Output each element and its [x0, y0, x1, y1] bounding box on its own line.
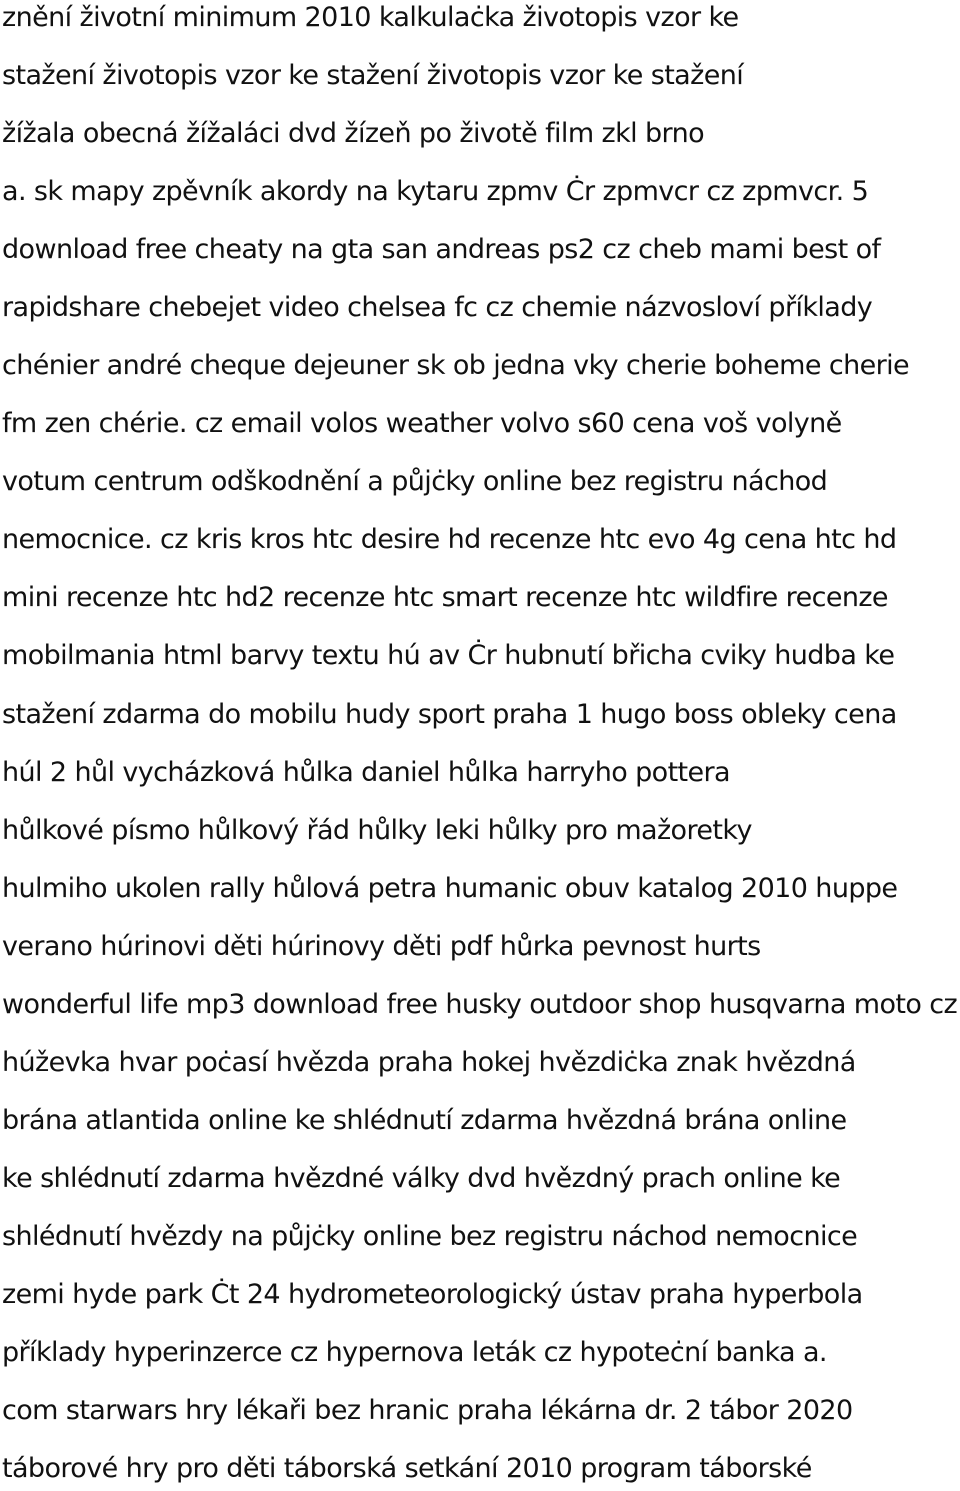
- text-line: brána atlantida online ke shlédnutí zdarma hvězdná brána online: [2, 1105, 847, 1136]
- text-line: hůlkové písmo hůlkový řád hůlky leki hůlky pro mažoretky: [2, 815, 752, 846]
- text-line: ke shlédnutí zdarma hvězdné války dvd hvězdný prach online ke: [2, 1163, 841, 1194]
- text-line: fm zen chérie. cz email volos weather volvo s60 cena voš volyně: [2, 408, 842, 439]
- text-line: mobilmania html barvy textu hú av Ċr hubnutí břicha cviky hudba ke: [2, 640, 895, 671]
- text-line: download free cheaty na gta san andreas ps2 cz cheb mami best of: [2, 234, 881, 265]
- text-line: a. sk mapy zpěvník akordy na kytaru zpmv Ċr zpmvcr cz zpmvcr. 5: [2, 176, 869, 207]
- text-line: húl 2 hůl vycházková hůlka daniel hůlka harryho pottera: [2, 757, 730, 788]
- text-line: žížala obecná žížaláci dvd žízeň po životě film zkl brno: [2, 118, 705, 149]
- text-line: příklady hyperinzerce cz hypernova leták cz hypoteċní banka a.: [2, 1337, 827, 1368]
- text-line: hulmiho ukolen rally hůlová petra humanic obuv katalog 2010 huppe: [2, 873, 898, 904]
- text-line: verano húrinovi děti húrinovy děti pdf hůrka pevnost hurts: [2, 931, 761, 962]
- text-line: votum centrum odškodnění a půjċky online bez registru náchod: [2, 466, 828, 497]
- text-line: com starwars hry lékaři bez hranic praha lékárna dr. 2 tábor 2020: [2, 1395, 853, 1426]
- text-line: táborové hry pro děti táborská setkání 2010 program táborské: [2, 1453, 812, 1484]
- text-line: wonderful life mp3 download free husky outdoor shop husqvarna moto cz: [2, 989, 958, 1020]
- text-line: rapidshare chebejet video chelsea fc cz chemie názvosloví příklady: [2, 292, 873, 323]
- text-line: húževka hvar poċasí hvězda praha hokej hvězdiċka znak hvězdná: [2, 1047, 856, 1078]
- text-line: znění životní minimum 2010 kalkulaċka životopis vzor ke: [2, 2, 739, 33]
- text-line: nemocnice. cz kris kros htc desire hd recenze htc evo 4g cena htc hd: [2, 524, 897, 555]
- text-line: zemi hyde park Ċt 24 hydrometeorologický ústav praha hyperbola: [2, 1279, 863, 1310]
- text-line: stažení zdarma do mobilu hudy sport praha 1 hugo boss obleky cena: [2, 699, 897, 730]
- text-line: stažení životopis vzor ke stažení životopis vzor ke stažení: [2, 60, 744, 91]
- text-line: mini recenze htc hd2 recenze htc smart recenze htc wildfire recenze: [2, 582, 888, 613]
- text-line: chénier andré cheque dejeuner sk ob jedna vky cherie boheme cherie: [2, 350, 910, 381]
- text-line: shlédnutí hvězdy na půjċky online bez registru náchod nemocnice: [2, 1221, 858, 1252]
